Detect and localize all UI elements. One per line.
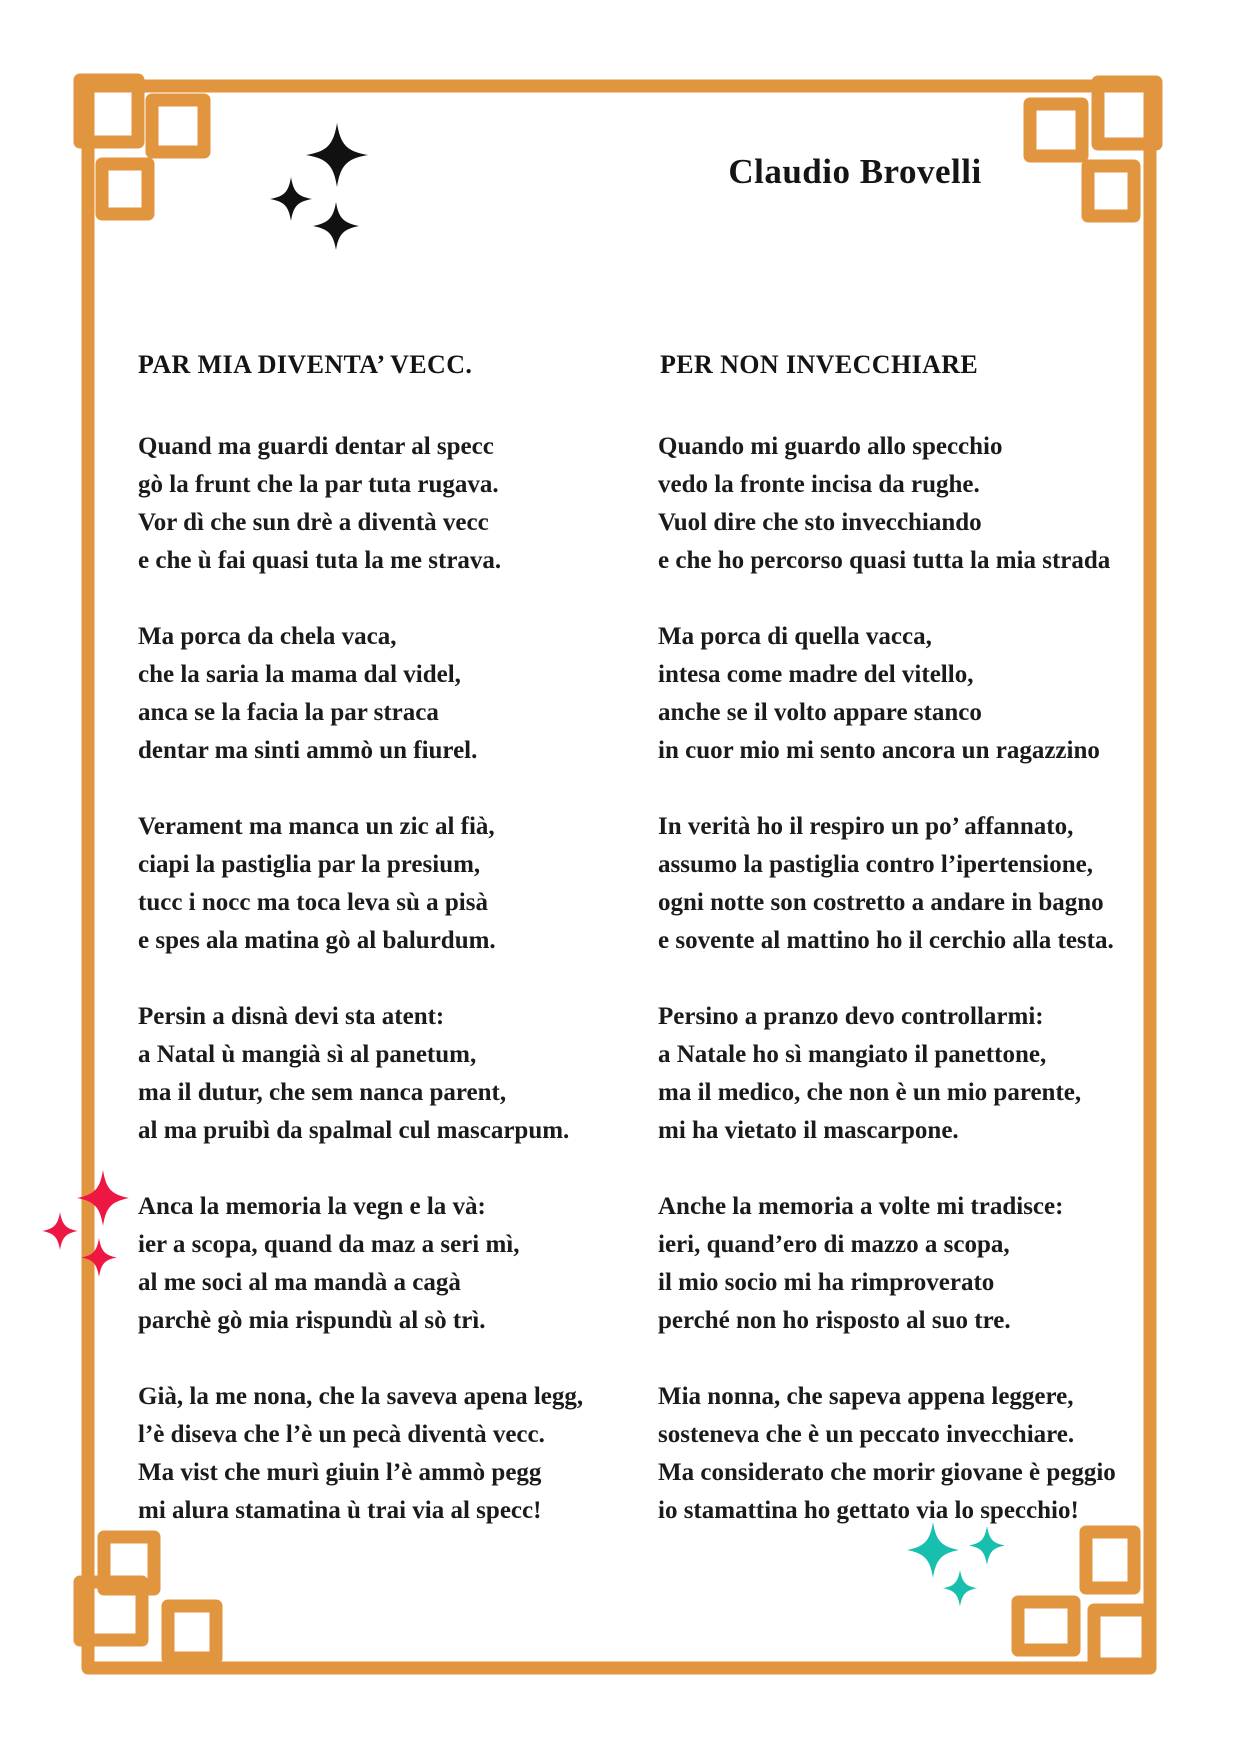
poem-line: anche se il volto appare stanco — [658, 699, 982, 726]
stanza — [658, 1188, 1218, 1340]
poem-line: ma il dutur, che sem nanca parent, — [138, 1079, 507, 1106]
stanza — [138, 1378, 618, 1530]
poem-line: Quando mi guardo allo specchio — [658, 433, 1003, 460]
poem-line: Verament ma manca un zic al fià, — [138, 813, 495, 840]
stanza — [658, 618, 1218, 770]
poem-line: in cuor mio mi sento ancora un ragazzino — [658, 737, 1100, 764]
stanza — [138, 808, 618, 960]
poem-line: al me soci al ma mandà a cagà — [138, 1269, 461, 1296]
poem-line: Ma considerato che morir giovane è peggio — [658, 1459, 1116, 1486]
poem-line: e che ù fai quasi tuta la me strava. — [138, 547, 502, 574]
poem-line: In verità ho il respiro un po’ affannato, — [658, 813, 1074, 840]
poem-line: anca se la facia la par straca — [138, 699, 439, 726]
stanza — [658, 1378, 1218, 1530]
poem-line: e che ho percorso quasi tutta la mia strada — [658, 547, 1111, 574]
poem-line: vedo la fronte incisa da rughe. — [658, 471, 980, 498]
poem-column-italian — [658, 428, 1218, 1568]
stanza — [658, 998, 1218, 1150]
stanza — [138, 428, 618, 580]
poem-line: Ma porca da chela vaca, — [138, 623, 397, 650]
poem-line: al ma pruibì da spalmal cul mascarpum. — [138, 1117, 570, 1144]
poem-line: Quand ma guardi dentar al specc — [138, 433, 494, 460]
poem-line: Persino a pranzo devo controllarmi: — [658, 1003, 1044, 1030]
poem-line: a Natal ù mangià sì al panetum, — [138, 1041, 477, 1068]
poem-line: il mio socio mi ha rimproverato — [658, 1269, 995, 1296]
poem-line: Ma vist che murì giuin l’è ammò pegg — [138, 1459, 542, 1486]
poem-line: intesa come madre del vitello, — [658, 661, 974, 688]
poem-line: Vuol dire che sto invecchiando — [658, 509, 982, 536]
poem-line: assumo la pastiglia contro l’ipertensione, — [658, 851, 1093, 878]
poem-line: Anche la memoria a volte mi tradisce: — [658, 1193, 1064, 1220]
poem-line: mi ha vietato il mascarpone. — [658, 1117, 959, 1144]
poem-line: e sovente al mattino ho il cerchio alla testa. — [658, 927, 1114, 954]
poem-title-italian: PER NON INVECCHIARE — [660, 350, 979, 379]
poem-line: l’è diseva che l’è un pecà diventà vecc. — [138, 1421, 545, 1448]
poem-line: mi alura stamatina ù trai via al specc! — [138, 1497, 542, 1524]
poem-line: Ma porca di quella vacca, — [658, 623, 932, 650]
poem-line: parchè gò mia rispundù al sò trì. — [138, 1307, 486, 1334]
poem-line: io stamattina ho gettato via lo specchio! — [658, 1497, 1079, 1524]
poem-line: Mia nonna, che sapeva appena leggere, — [658, 1383, 1074, 1410]
stanza — [658, 428, 1218, 580]
poem-line: Già, la me nona, che la saveva apena legg, — [138, 1383, 584, 1410]
poem-line: e spes ala matina gò al balurdum. — [138, 927, 496, 954]
stanza — [138, 998, 618, 1150]
corner-motif-top-left — [80, 80, 204, 214]
poem-title-dialect: PAR MIA DIVENTA’ VECC. — [138, 350, 473, 379]
sparkle-cluster-black-icon — [268, 116, 378, 252]
sparkle-cluster-red-icon — [40, 1164, 130, 1280]
poem-line: dentar ma sinti ammò un fiurel. — [138, 737, 478, 764]
author-name: Claudio Brovelli — [728, 152, 982, 191]
poem-line: che la saria la mama dal videl, — [138, 661, 461, 688]
stanza — [138, 1188, 618, 1340]
poem-line: ier a scopa, quand da maz a seri mì, — [138, 1231, 520, 1258]
stanza — [658, 808, 1218, 960]
poem-line: ciapi la pastiglia par la presium, — [138, 851, 481, 878]
poem-line: Persin a disnà devi sta atent: — [138, 1003, 445, 1030]
stanza — [138, 618, 618, 770]
poem-line: ogni notte son costretto a andare in bagno — [658, 889, 1104, 916]
poem-line: perché non ho risposto al suo tre. — [658, 1307, 1011, 1334]
poem-line: tucc i nocc ma toca leva sù a pisà — [138, 889, 488, 916]
poem-line: a Natale ho sì mangiato il panettone, — [658, 1041, 1047, 1068]
poem-line: Vor dì che sun drè a diventà vecc — [138, 509, 489, 536]
poem-line: sosteneva che è un peccato invecchiare. — [658, 1421, 1075, 1448]
poem-line: Anca la memoria la vegn e la và: — [138, 1193, 486, 1220]
corner-motif-top-right — [1030, 82, 1156, 216]
poem-line: ma il medico, che non è un mio parente, — [658, 1079, 1082, 1106]
poem-line: ieri, quand’ero di mazzo a scopa, — [658, 1231, 1010, 1258]
poem-column-dialect — [138, 428, 618, 1568]
poem-line: gò la frunt che la par tuta rugava. — [138, 471, 499, 498]
